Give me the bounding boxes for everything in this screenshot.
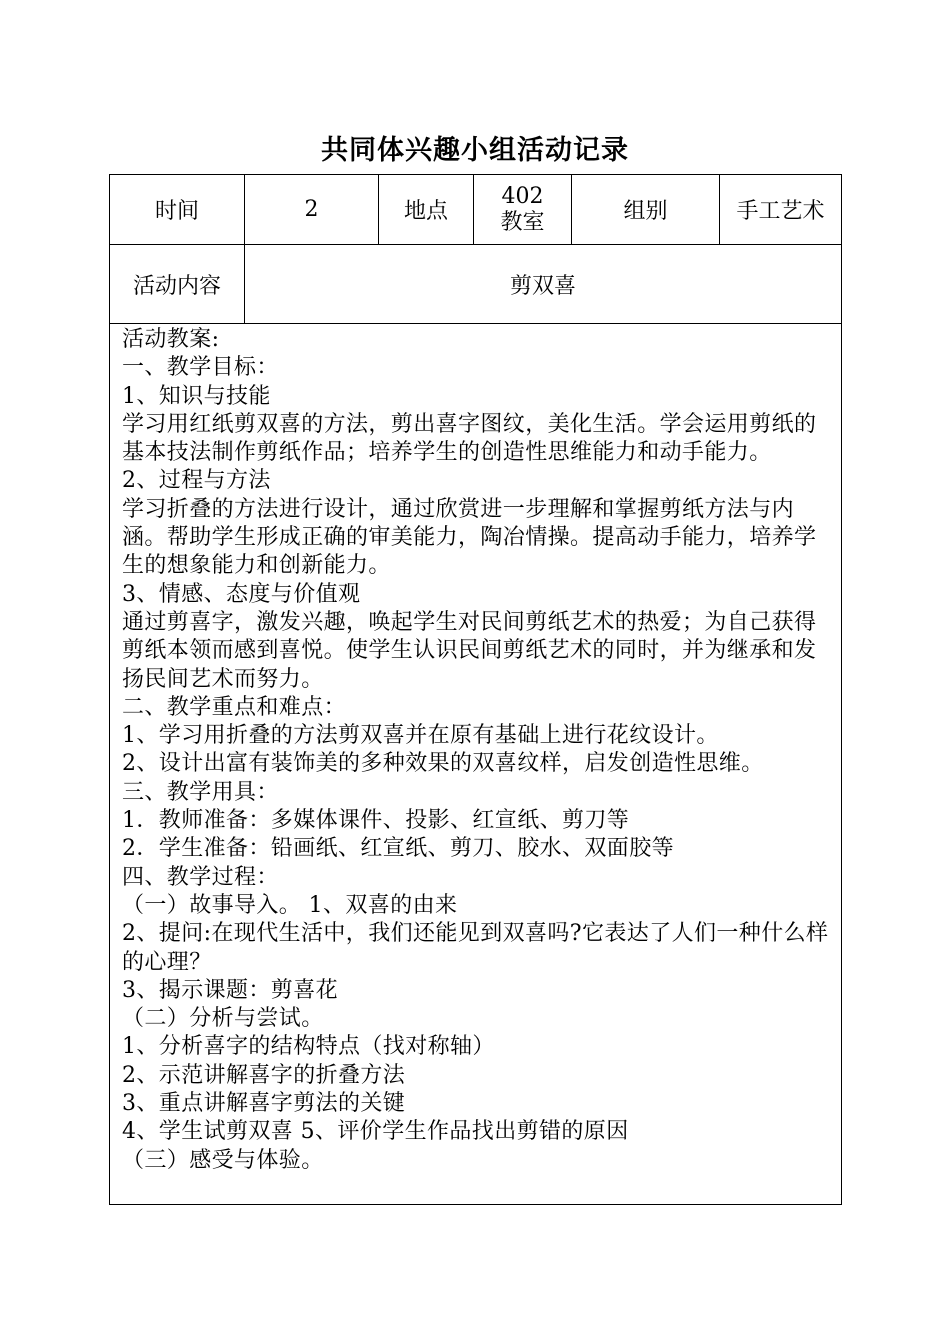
lesson-plan-cell: [110, 324, 842, 1205]
plan-line: 1．教师准备：多媒体课件、投影、红宣纸、剪刀等: [122, 808, 630, 834]
time-value: 2: [245, 175, 379, 245]
plan-line: 2、过程与方法: [122, 468, 271, 494]
plan-line: 3、重点讲解喜字剪法的关键: [122, 1091, 406, 1117]
plan-line: 活动教案:: [122, 327, 220, 352]
plan-line: （三）感受与体验。: [122, 1147, 324, 1173]
plan-line: 学习用红纸剪双喜的方法，剪出喜字图纹，美化生活。学会运用剪纸的基本技法制作剪纸作品；培养学生的创造性思维能力和动手能力。: [122, 411, 817, 466]
content-value: 剪双喜: [245, 245, 842, 324]
plan-line: 1、知识与技能: [122, 383, 271, 409]
group-label: 组别: [572, 175, 720, 245]
activity-record-table: [109, 174, 842, 1205]
location-value: 402 教室: [474, 175, 572, 245]
content-row: [110, 245, 842, 324]
plan-line: 三、教学用具：: [122, 779, 279, 805]
plan-line: （一）故事导入。 1、双喜的由来: [122, 892, 458, 918]
plan-line: 一、教学目标：: [122, 355, 279, 381]
time-label: 时间: [110, 175, 245, 245]
plan-line: 1、学习用折叠的方法剪双喜并在原有基础上进行花纹设计。: [122, 723, 719, 749]
header-row: [110, 175, 842, 245]
plan-line: 3、揭示课题：剪喜花: [122, 977, 338, 1003]
plan-line: 2．学生准备：铅画纸、红宣纸、剪刀、胶水、双面胶等: [122, 836, 674, 862]
plan-line: 3、情感、态度与价值观: [122, 581, 361, 607]
plan-line: 4、学生试剪双喜 5、评价学生作品找出剪错的原因: [122, 1119, 629, 1145]
location-label: 地点: [379, 175, 474, 245]
plan-line: 学习折叠的方法进行设计，通过欣赏进一步理解和掌握剪纸方法与内涵。帮助学生形成正确的审美能力，陶冶情操。提高动手能力，培养学生的想象能力和创新能力。: [122, 496, 817, 579]
plan-line: 2、提问:在现代生活中，我们还能见到双喜吗?它表达了人们一种什么样的心理？: [122, 921, 829, 975]
plan-line: 二、教学重点和难点：: [122, 694, 347, 720]
plan-line: 四、教学过程：: [122, 864, 279, 890]
plan-line: （二）分析与尝试。: [122, 1006, 324, 1032]
plan-line: 2、示范讲解喜字的折叠方法: [122, 1062, 406, 1088]
plan-line: 1、分析喜字的结构特点（找对称轴）: [122, 1034, 495, 1060]
plan-line: 2、设计出富有装饰美的多种效果的双喜纹样，启发创造性思维。: [122, 751, 764, 777]
plan-line: 通过剪喜字，激发兴趣，唤起学生对民间剪纸艺术的热爱；为自己获得剪纸本领而感到喜悦。使学生认识民间剪纸艺术的同时，并为继承和发扬民间艺术而努力。: [122, 609, 817, 692]
page-title: 共同体兴趣小组活动记录: [321, 135, 629, 166]
content-label: 活动内容: [110, 245, 245, 324]
group-value: 手工艺术: [720, 175, 842, 245]
plan-row: [110, 324, 842, 1205]
